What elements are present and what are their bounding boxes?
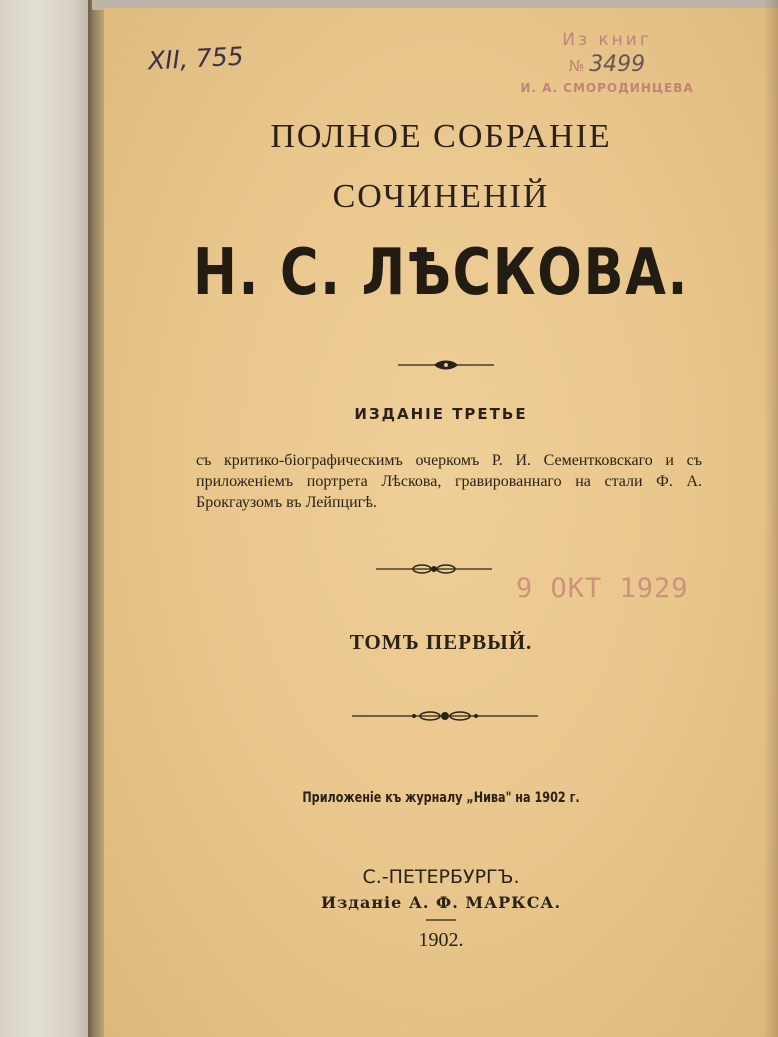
ornament-divider-1	[396, 358, 496, 372]
stamp-number-prefix: №	[568, 57, 585, 75]
publisher-underline	[426, 918, 456, 922]
title-line1: ПОЛНОЕ СОБРАНІЕ	[270, 118, 612, 155]
stamp-owner: И. А. СМОРОДИНЦЕВА	[520, 81, 694, 95]
shelfmark-handwritten: XII, 755	[147, 41, 245, 76]
date-stamp: 9 ОКТ 1929	[516, 573, 689, 604]
stamp-number: 3499	[589, 52, 646, 77]
stamp-number-line	[512, 52, 702, 77]
imprint-year: 1902.	[418, 929, 464, 951]
stamp-line1: Из книг	[562, 30, 652, 50]
imprint-city: С.-ПЕТЕРБУРГЪ.	[362, 866, 520, 888]
title-line2: СОЧИНЕНІЙ	[332, 178, 550, 215]
edition-description: съ критико-біографическимъ очеркомъ Р. И. Сементковскаго и съ приложеніемъ портрета Лѣскова, гравированнаго на стали Ф. А. Брокгаузомъ въ Лейпцигѣ.	[196, 452, 702, 511]
imprint-publisher: Изданіе А. Ф. МАРКСА.	[320, 893, 562, 912]
library-stamp	[512, 30, 702, 110]
edition-label: ИЗДАНІЕ ТРЕТЬЕ	[354, 405, 528, 423]
supplement-note: Приложеніе къ журналу „Нива" на 1902 г.	[302, 790, 580, 806]
ornament-divider-2	[374, 562, 494, 576]
ornament-divider-3	[350, 708, 540, 724]
author-name: Н. С. ЛѢСКОВА.	[192, 236, 690, 310]
volume-label: ТОМЪ ПЕРВЫЙ.	[349, 630, 533, 654]
book-cover-edge	[0, 0, 92, 1037]
